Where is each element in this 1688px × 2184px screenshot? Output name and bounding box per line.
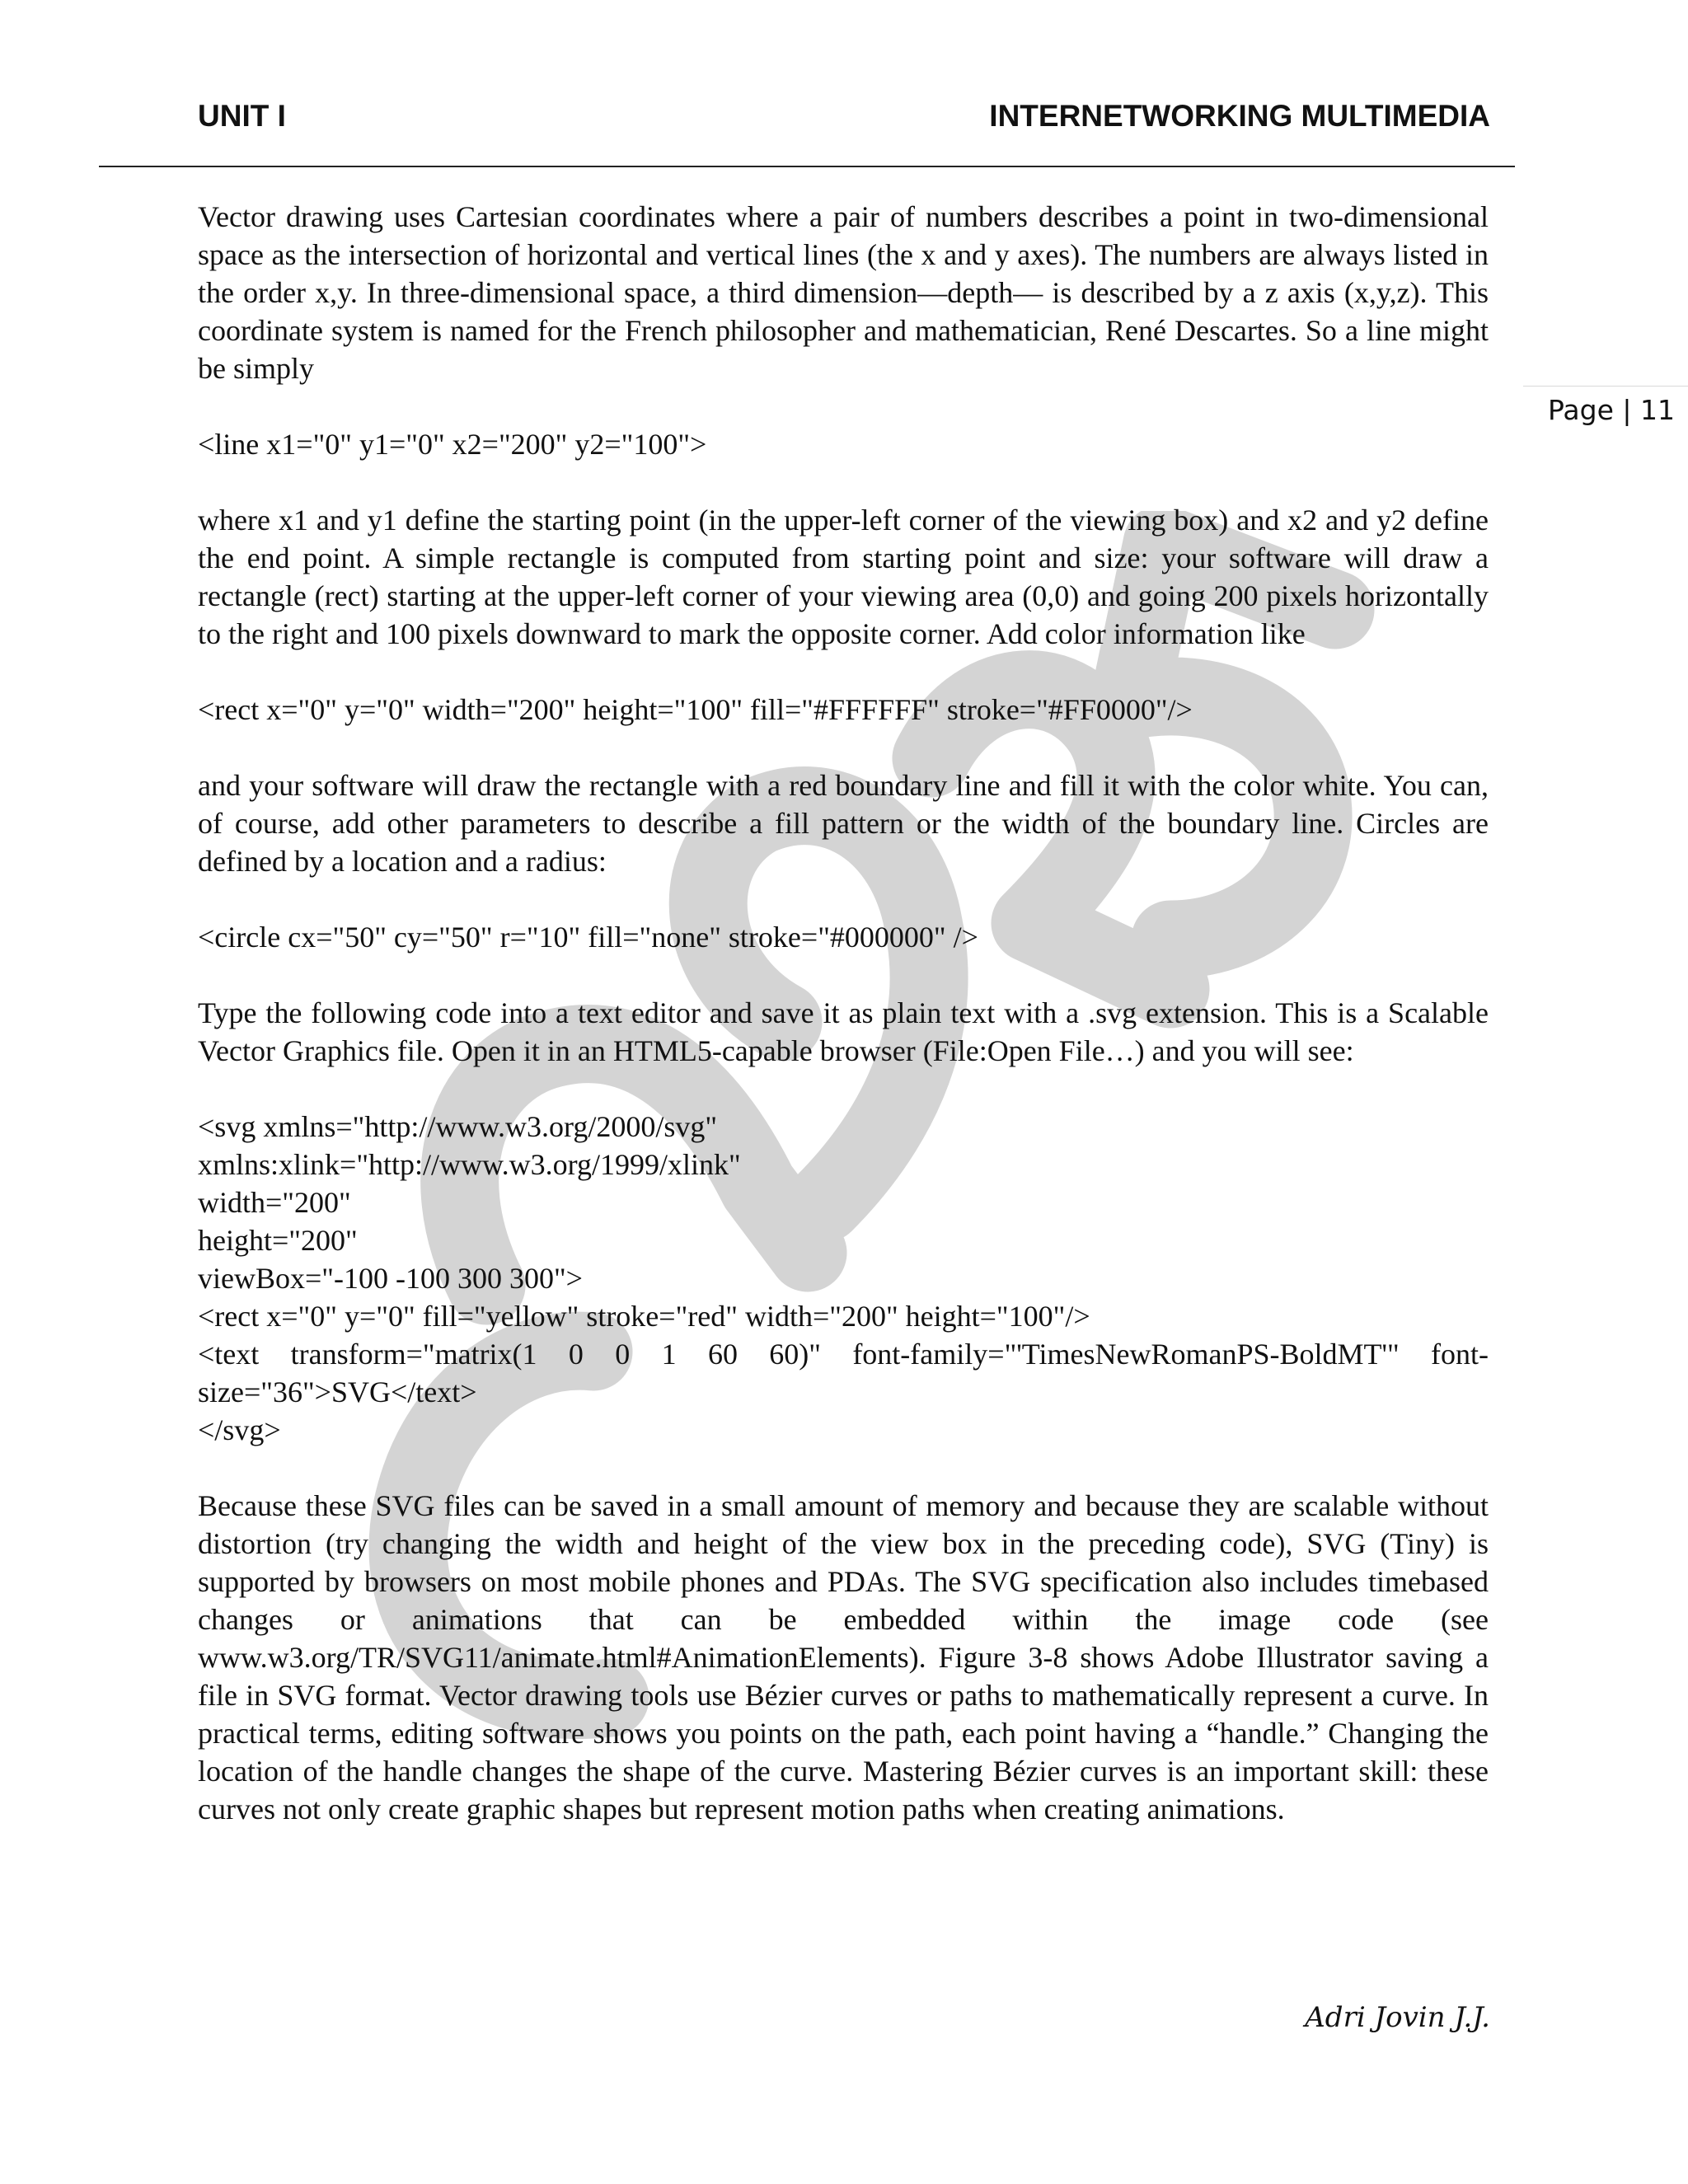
svg-code-line: <text transform="matrix(1 0 0 1 60 60)" font-family="'TimesNewRomanPS-BoldMT'" font- [198, 1338, 1489, 1371]
code-circle-element: <circle cx="50" cy="50" r="10" fill="none" stroke="#000000" /> [198, 921, 978, 954]
code-rect-element: <rect x="0" y="0" width="200" height="100" fill="#FFFFFF" stroke="#FF0000"/> [198, 693, 1193, 726]
page-number: Page | 11 [1548, 394, 1675, 426]
page-number-divider [1523, 386, 1688, 387]
svg-code-line: size="36">SVG</text> [198, 1376, 477, 1408]
svg-code-line: <rect x="0" y="0" fill="yellow" stroke="red" width="200" height="100"/> [198, 1300, 1090, 1333]
author-signature: Adri Jovin J.J. [1305, 2001, 1490, 2034]
svg-code-line: xmlns:xlink="http://www.w3.org/1999/xlink" [198, 1148, 741, 1181]
paragraph-svg-benefits: Because these SVG files can be saved in a small amount of memory and because they are scalable without distortion (try changing the width and height of the view box in the preceding code), SVG (Tiny) is supported by browsers on most mobile phones and PDAs. The SVG specification also includes timebased changes or animations that can be embedded within the image code (see www.w3.org/TR/SVG11/animate.html#AnimationElements). Figure 3-8 shows Adobe Illustrator saving a file in SVG format. Vector drawing tools use Bézier curves or paths to mathematically represent a curve. In practical terms, editing software shows you points on the path, each point having a “handle.” Changing the location of the handle changes the shape of the curve. Mastering Bézier curves is an important skill: these curves not only create graphic shapes but represent motion paths when creating animations. [198, 1489, 1489, 1825]
svg-code-line: width="200" [198, 1186, 351, 1219]
paragraph-vector-coordinates: Vector drawing uses Cartesian coordinates where a pair of numbers describes a point in two-dimensional space as the intersection of horizontal and vertical lines (the x and y axes). The numbers are always listed in the order x,y. In three-dimensional space, a third dimension—depth— is described by a z axis (x,y,z). This coordinate system is named for the French philosopher and mathematician, René Descartes. So a line might be simply [198, 200, 1489, 385]
paragraph-rectangle: where x1 and y1 define the starting point (in the upper-left corner of the viewing box) and x2 and y2 define the end point. A simple rectangle is computed from starting point and size: your software will draw a rectangle (rect) starting at the upper-left corner of your viewing area (0,0) and going 200 pixels horizontally to the right and 100 pixels downward to mark the opposite corner. Add color information like [198, 504, 1489, 650]
code-line-element: <line x1="0" y1="0" x2="200" y2="100"> [198, 428, 707, 461]
header-unit: UNIT I [198, 99, 286, 133]
svg-code-line: <svg xmlns="http://www.w3.org/2000/svg" [198, 1110, 718, 1143]
svg-code-line: height="200" [198, 1224, 358, 1257]
svg-code-line: </svg> [198, 1413, 281, 1446]
svg-code-line: viewBox="-100 -100 300 300"> [198, 1262, 583, 1295]
page-body [198, 198, 1489, 1866]
paragraph-circle: and your software will draw the rectangle with a red boundary line and fill it with the color white. You can, of course, add other parameters to describe a fill pattern or the width of the boundary line. Circles are defined by a location and a radius: [198, 769, 1489, 878]
header-divider [99, 166, 1515, 167]
header-subject: INTERNETWORKING MULTIMEDIA [989, 99, 1490, 133]
svg-code-block [198, 1108, 1489, 1449]
paragraph-svg-instructions: Type the following code into a text editor and save it as plain text with a .svg extension. This is a Scalable Vector Graphics file. Open it in an HTML5-capable browser (File:Open File…) and you will see: [198, 996, 1489, 1067]
